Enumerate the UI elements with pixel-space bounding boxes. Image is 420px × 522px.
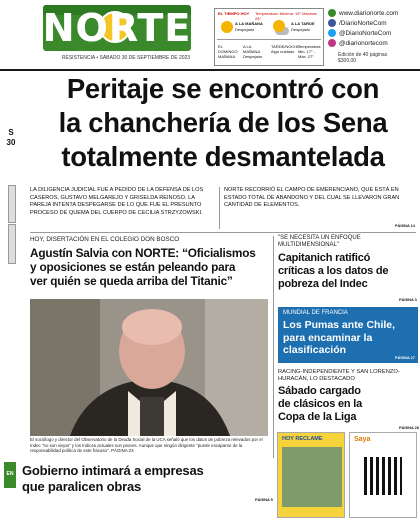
capitanich-headline-line2: críticas a los datos de (278, 265, 389, 277)
capitanich-headline[interactable] (278, 252, 418, 291)
racing-headline-line3: Copa de la Liga (278, 411, 357, 423)
sun-icon (273, 20, 285, 32)
instagram-icon (328, 39, 336, 47)
edition-price: $300,00 (338, 58, 357, 64)
racing-page-ref: PÁGINA 28 (399, 426, 419, 430)
capitanich-kicker (278, 235, 416, 249)
portrait-illustration (30, 299, 268, 436)
side-index-number: 30 (6, 138, 16, 147)
pumas-headline-line2: para encaminar la (283, 331, 373, 344)
salvia-kicker: HOY, DISERTACIÓN EN EL COLEGIO DON BOSCO (30, 236, 180, 243)
salvia-photo[interactable] (30, 299, 268, 436)
section-rule (30, 232, 416, 233)
ad-hoy-title: HOY RECLAME (282, 436, 323, 442)
contact-facebook[interactable] (328, 18, 416, 28)
contact-facebook-text: /DiarioNorteCom (339, 19, 387, 27)
sun-icon (221, 21, 233, 33)
pumas-headline (283, 319, 415, 357)
ad-hoy-reclame[interactable] (277, 432, 345, 518)
pumas-headline-line3: clasificación (283, 344, 347, 356)
capitanich-headline-line3: pobreza del Indec (278, 278, 368, 290)
bottom-headline-line2: que paralicen obras (22, 479, 142, 494)
main-page-ref: PÁGINA 14 (395, 224, 415, 228)
capitanich-headline-line1: Capitanich ratificó (278, 252, 371, 264)
racing-headline[interactable] (278, 385, 418, 424)
pumas-page-ref: PÁGINA 27 (395, 356, 415, 360)
capitanich-kicker-line2: MULTIDIMENSIONAL" (278, 242, 340, 249)
salvia-headline-line2: y oposiciones se están peleando para (30, 260, 236, 274)
pumas-box[interactable] (278, 307, 418, 363)
bottom-headline[interactable] (22, 463, 258, 495)
contact-web[interactable] (328, 8, 416, 18)
bottom-tag: EN (4, 462, 16, 488)
salvia-caption: El sociólogo y director del Observatorio de la Deuda Social de la UCA señaló que los datos de pobreza relevados por el Indec "no son viejos" y los índices actuales son peores. Aunque que ningún dirigente "puede escaparse de la responsabilidad política de este fracaso". PÁGINA 23 (30, 437, 263, 454)
ad-qr[interactable] (349, 432, 417, 518)
main-right-summary: NORTE RECORRIÓ EL CAMPO DE EMERENCIANO, QUE ESTÁ EN ESTADO TOTAL DE ABANDONO Y DEL CUAL SE LLEVARON GRAN CANTIDAD DE ELEMENTOS. (224, 187, 400, 209)
side-index-label: S (8, 128, 14, 137)
contact-instagram-text: @diarionortecom (339, 39, 388, 47)
capitanich-kicker-line1: "SE NECESITA UN ENFOQUE (278, 235, 361, 241)
weather-row2-col2: A LA MAÑANA Despejado (243, 44, 263, 59)
weather-title: EL TIEMPO HOY (218, 11, 250, 16)
weather-divider (217, 39, 321, 40)
contact-web-text: www.diarionorte.com (339, 9, 399, 17)
qr-code-icon (364, 457, 402, 495)
contact-instagram[interactable] (328, 38, 416, 48)
masthead-rule (0, 69, 420, 71)
globe-icon (328, 9, 336, 17)
racing-headline-line2: de clásicos en la (278, 398, 363, 410)
racing-kicker (278, 369, 418, 383)
bottom-page-ref: PÁGINA 5 (255, 498, 273, 502)
ad-qr-title: Saya (354, 436, 371, 443)
dateline: RESISTENCIA • SÁBADO 30 DE SEPTIEMBRE DE 2023 (61, 55, 191, 61)
salvia-headline[interactable] (30, 246, 270, 288)
norte-logo[interactable] (43, 5, 191, 51)
main-headline-line3: totalmente desmantelada (61, 141, 385, 172)
racing-headline-line1: Sábado cargado (278, 385, 361, 397)
weather-row2-col3: TARDE/NOCHE Algo nublado (271, 44, 300, 54)
weather-day1-desc: Despejado (235, 27, 255, 32)
edition-pages: Edición de 40 páginas (338, 52, 388, 58)
weather-temps: Temperatura: Mínima: 19° Máxima: 28° (255, 11, 318, 21)
contact-twitter-text: @DiarioNorteCom (339, 29, 392, 37)
main-headline-line2: la chanchería de los Sena (58, 107, 388, 138)
pumas-headline-line1: Los Pumas ante Chile, (283, 319, 396, 331)
column-divider-right (273, 236, 274, 458)
logo-text: NORTE (43, 6, 191, 50)
twitter-icon (328, 29, 336, 37)
main-left-summary: LA DILIGENCIA JUDICIAL FUE A PEDIDO DE LA DEFENSA DE LOS CASEROS, GUSTAVO MELGAREJO Y GRISELDA REINOSO. LA PAREJA INTENTA DESPEGARSE DE LO QUE FUE EL PRESUNTO PROCESO DE QUEMA DEL CUERPO DE CECILIA STRZYZOWSKI. (30, 187, 204, 216)
column-divider (219, 187, 220, 229)
weather-box (214, 8, 324, 66)
bottom-headline-line1: Gobierno intimará a empresas (22, 463, 204, 478)
pumas-kicker: MUNDIAL DE FRANCIA (283, 310, 348, 316)
capitanich-page-ref: PÁGINA 3 (399, 298, 417, 302)
facebook-icon (328, 19, 336, 27)
weather-day2-label: A LA TARDE (291, 21, 315, 26)
side-index (4, 128, 18, 148)
main-headline[interactable] (30, 72, 416, 174)
weather-day1-label: A LA MAÑANA (235, 21, 263, 26)
edition-info (338, 52, 418, 64)
salvia-headline-line3: ver quién se queda arriba del Titanic” (30, 274, 233, 288)
racing-kicker-line1: RACING-INDEPENDIENTE Y SAN LORENZO- (278, 369, 400, 375)
salvia-headline-line1: Agustín Salvia con NORTE: “Oficialismos (30, 246, 256, 260)
main-headline-line1: Peritaje se encontró con (66, 73, 380, 104)
weather-row2-col4: Temperatura Min. 17° - Máx. 27° (298, 44, 321, 59)
contact-twitter[interactable] (328, 28, 416, 38)
ad-hoy-image (282, 447, 342, 507)
weather-day2-desc: Despejado (291, 27, 311, 32)
weather-row2-col1: EL DOMINGO MAÑANA (218, 44, 238, 59)
racing-kicker-line2: HURACÁN, LO DESTACADO (278, 376, 355, 383)
side-strip-2 (8, 224, 16, 264)
side-strip-1 (8, 185, 16, 223)
